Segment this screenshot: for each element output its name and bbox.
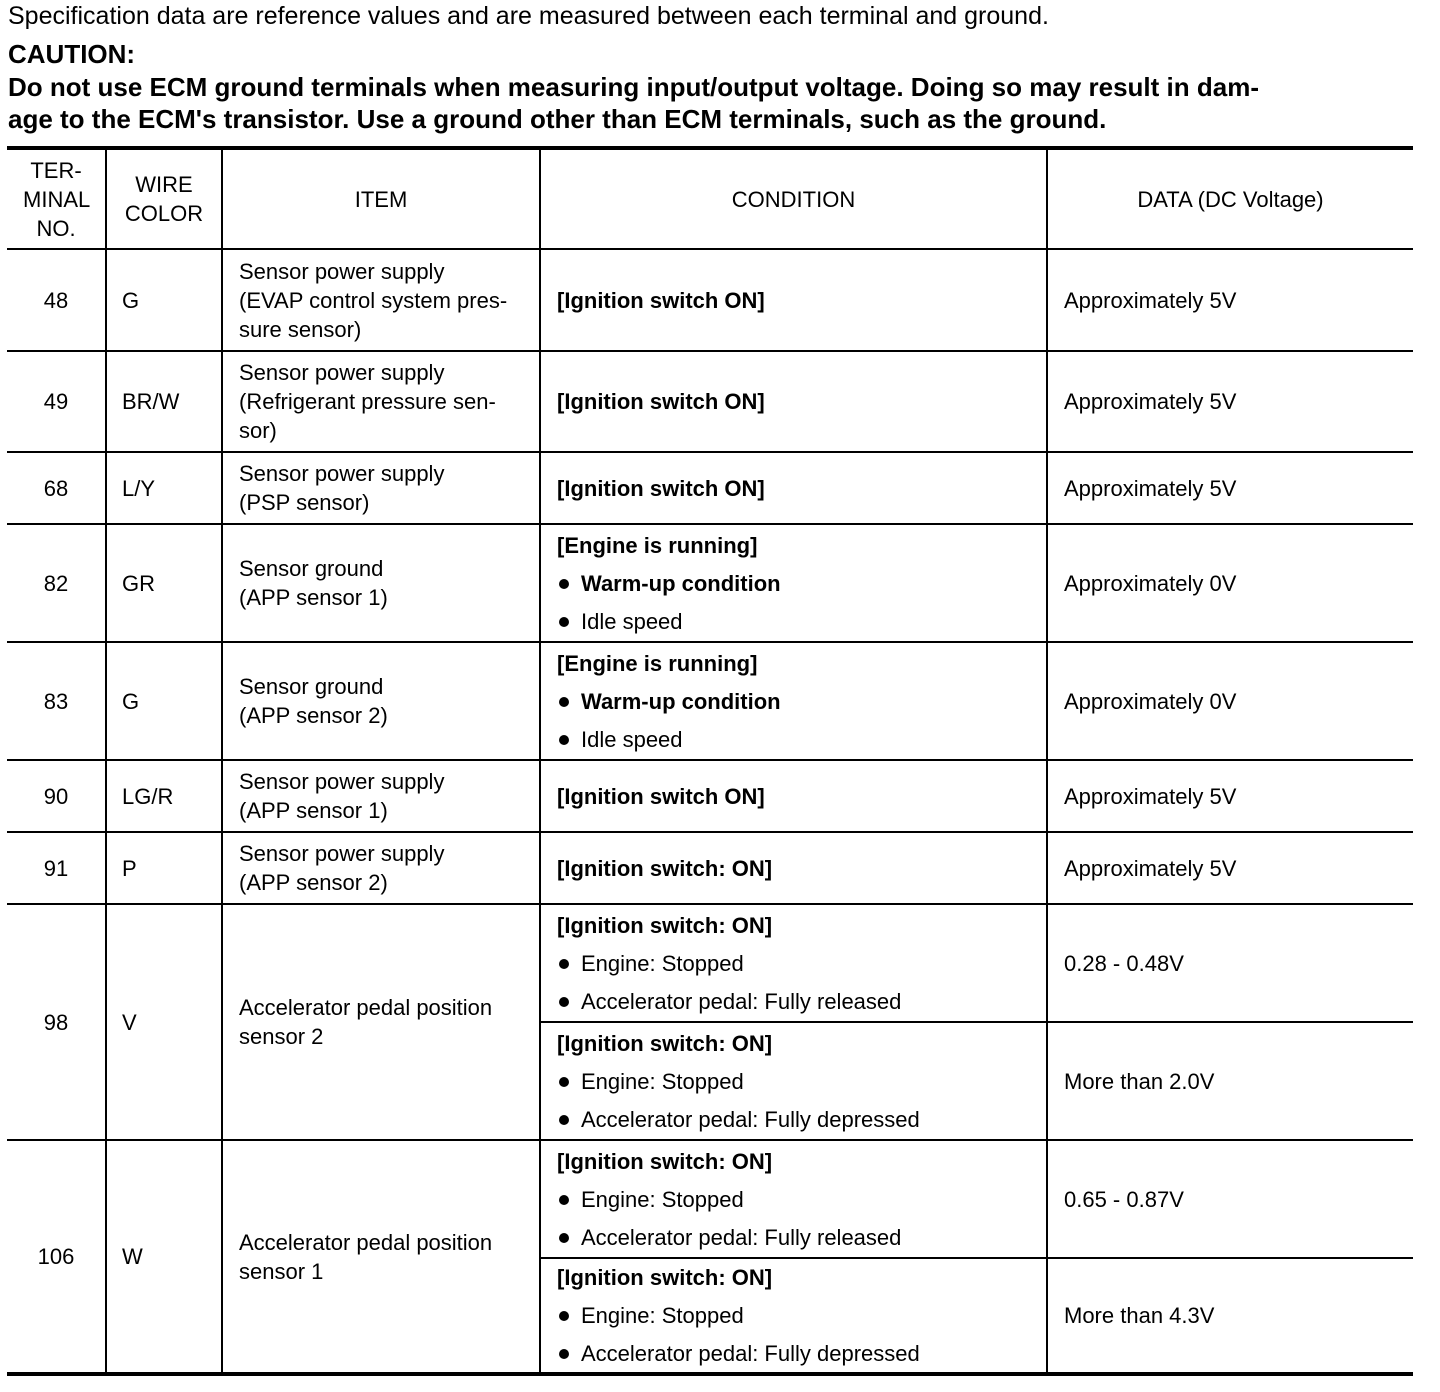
table-row xyxy=(7,249,1413,351)
condition-bullet: Accelerator pedal: Fully released xyxy=(557,987,1030,1016)
condition-bullet: Accelerator pedal: Fully depressed xyxy=(557,1105,1030,1134)
condition-heading: [Ignition switch ON] xyxy=(557,287,765,313)
header-text: WIRE xyxy=(135,172,193,197)
table-row xyxy=(7,524,1413,642)
caution-body xyxy=(8,71,1418,135)
header-data: DATA (DC Voltage) xyxy=(1047,148,1413,249)
condition-bullet: Idle speed xyxy=(557,725,1030,754)
item-cell xyxy=(222,1140,540,1374)
wire-color-cell: LG/R xyxy=(106,760,222,832)
data-voltage-cell: Approximately 5V xyxy=(1047,832,1413,904)
condition-bullet: Engine: Stopped xyxy=(557,1185,1030,1214)
terminal-no-cell: 82 xyxy=(7,524,106,642)
condition-bullet: Warm-up condition xyxy=(557,569,1030,598)
condition-bullet: Engine: Stopped xyxy=(557,949,1030,978)
condition-heading: [Ignition switch: ON] xyxy=(557,1265,773,1290)
data-voltage-cell: More than 4.3V xyxy=(1047,1258,1413,1374)
terminal-no-cell: 91 xyxy=(7,832,106,904)
item-cell xyxy=(222,832,540,904)
terminal-no-cell: 83 xyxy=(7,642,106,760)
item-line: (PSP sensor) xyxy=(239,490,370,515)
caution-line: Do not use ECM ground terminals when measuring input/output voltage. Doing so may result in dam- xyxy=(8,72,1259,102)
item-cell xyxy=(222,452,540,524)
wire-color-cell: GR xyxy=(106,524,222,642)
wire-color-cell: V xyxy=(106,904,222,1140)
item-line: (Refrigerant pressure sen- xyxy=(239,389,496,414)
data-voltage-cell: 0.28 - 0.48V xyxy=(1047,904,1413,1022)
condition-cell xyxy=(540,249,1047,351)
item-line: Sensor power supply xyxy=(239,769,445,794)
condition-cell xyxy=(540,642,1047,760)
item-line: Sensor power supply xyxy=(239,461,445,486)
terminal-no-cell: 49 xyxy=(7,351,106,452)
condition-bullet: Accelerator pedal: Fully depressed xyxy=(557,1339,1030,1368)
item-cell xyxy=(222,351,540,452)
table-header-row xyxy=(7,148,1413,249)
wire-color-cell: G xyxy=(106,249,222,351)
header-wire-color xyxy=(106,148,222,249)
item-line: (APP sensor 1) xyxy=(239,798,388,823)
condition-heading: [Ignition switch: ON] xyxy=(557,855,773,881)
item-line: (EVAP control system pres- xyxy=(239,287,508,313)
item-line: Sensor power supply xyxy=(239,360,445,385)
data-voltage-cell: Approximately 0V xyxy=(1047,524,1413,642)
item-cell xyxy=(222,760,540,832)
header-item: ITEM xyxy=(222,148,540,249)
item-cell xyxy=(222,249,540,351)
condition-bullet: Warm-up condition xyxy=(557,687,1030,716)
condition-cell xyxy=(540,904,1047,1022)
condition-heading: [Ignition switch ON] xyxy=(557,475,765,501)
header-text: NO. xyxy=(36,215,76,241)
terminal-no-cell: 106 xyxy=(7,1140,106,1374)
data-voltage-cell: Approximately 0V xyxy=(1047,642,1413,760)
condition-bullet: Engine: Stopped xyxy=(557,1067,1030,1096)
wire-color-cell: G xyxy=(106,642,222,760)
item-line: sensor 1 xyxy=(239,1258,324,1284)
header-text: MINAL xyxy=(23,186,91,212)
item-line: Accelerator pedal position xyxy=(239,995,493,1020)
item-line: Sensor power supply xyxy=(239,841,445,866)
data-voltage-cell: Approximately 5V xyxy=(1047,452,1413,524)
condition-bullet: Engine: Stopped xyxy=(557,1301,1030,1330)
condition-heading: [Ignition switch: ON] xyxy=(557,1148,773,1174)
table-row xyxy=(7,1140,1413,1258)
item-line: sor) xyxy=(239,418,277,443)
table-row xyxy=(7,351,1413,452)
caution-title: CAUTION: xyxy=(8,39,136,69)
wire-color-cell: P xyxy=(106,832,222,904)
wire-color-cell: L/Y xyxy=(106,452,222,524)
terminal-spec-table xyxy=(7,146,1413,1376)
terminal-no-cell: 68 xyxy=(7,452,106,524)
table-row xyxy=(7,904,1413,1022)
item-cell xyxy=(222,642,540,760)
terminal-no-cell: 48 xyxy=(7,249,106,351)
wire-color-cell: BR/W xyxy=(106,351,222,452)
condition-heading: [Ignition switch ON] xyxy=(557,783,765,809)
condition-cell xyxy=(540,452,1047,524)
item-line: (APP sensor 2) xyxy=(239,870,388,895)
item-line: Sensor ground xyxy=(239,556,384,581)
condition-heading: [Engine is running] xyxy=(557,532,758,558)
wire-color-cell: W xyxy=(106,1140,222,1374)
condition-bullet: Idle speed xyxy=(557,607,1030,636)
condition-heading: [Ignition switch: ON] xyxy=(557,912,773,938)
condition-cell xyxy=(540,1258,1047,1374)
data-voltage-cell: 0.65 - 0.87V xyxy=(1047,1140,1413,1258)
item-line: sensor 2 xyxy=(239,1024,324,1049)
header-terminal-no xyxy=(7,148,106,249)
condition-cell xyxy=(540,524,1047,642)
data-voltage-cell: Approximately 5V xyxy=(1047,760,1413,832)
condition-cell xyxy=(540,1022,1047,1140)
data-voltage-cell: More than 2.0V xyxy=(1047,1022,1413,1140)
condition-cell xyxy=(540,1140,1047,1258)
table-row xyxy=(7,642,1413,760)
item-line: Sensor power supply xyxy=(239,258,445,284)
header-condition: CONDITION xyxy=(540,148,1047,249)
condition-cell xyxy=(540,760,1047,832)
condition-cell xyxy=(540,832,1047,904)
table-row xyxy=(7,760,1413,832)
item-cell xyxy=(222,904,540,1140)
caution-line: age to the ECM's transistor. Use a ground other than ECM terminals, such as the ground. xyxy=(8,104,1107,134)
spec-intro-text: Specification data are reference values and are measured between each terminal and ground. xyxy=(8,2,1049,30)
condition-heading: [Ignition switch: ON] xyxy=(557,1030,773,1056)
item-line: Accelerator pedal position xyxy=(239,1229,493,1255)
condition-heading: [Ignition switch ON] xyxy=(557,389,765,414)
item-line: sure sensor) xyxy=(239,316,362,342)
item-line: (APP sensor 2) xyxy=(239,703,388,728)
table-row xyxy=(7,452,1413,524)
item-cell xyxy=(222,524,540,642)
terminal-no-cell: 98 xyxy=(7,904,106,1140)
data-voltage-cell: Approximately 5V xyxy=(1047,351,1413,452)
condition-bullet: Accelerator pedal: Fully released xyxy=(557,1223,1030,1252)
item-line: (APP sensor 1) xyxy=(239,585,388,610)
item-line: Sensor ground xyxy=(239,674,384,699)
condition-cell xyxy=(540,351,1047,452)
header-text: TER- xyxy=(30,157,82,183)
table-row xyxy=(7,832,1413,904)
header-text: COLOR xyxy=(124,201,204,226)
condition-heading: [Engine is running] xyxy=(557,650,758,676)
data-voltage-cell: Approximately 5V xyxy=(1047,249,1413,351)
terminal-no-cell: 90 xyxy=(7,760,106,832)
